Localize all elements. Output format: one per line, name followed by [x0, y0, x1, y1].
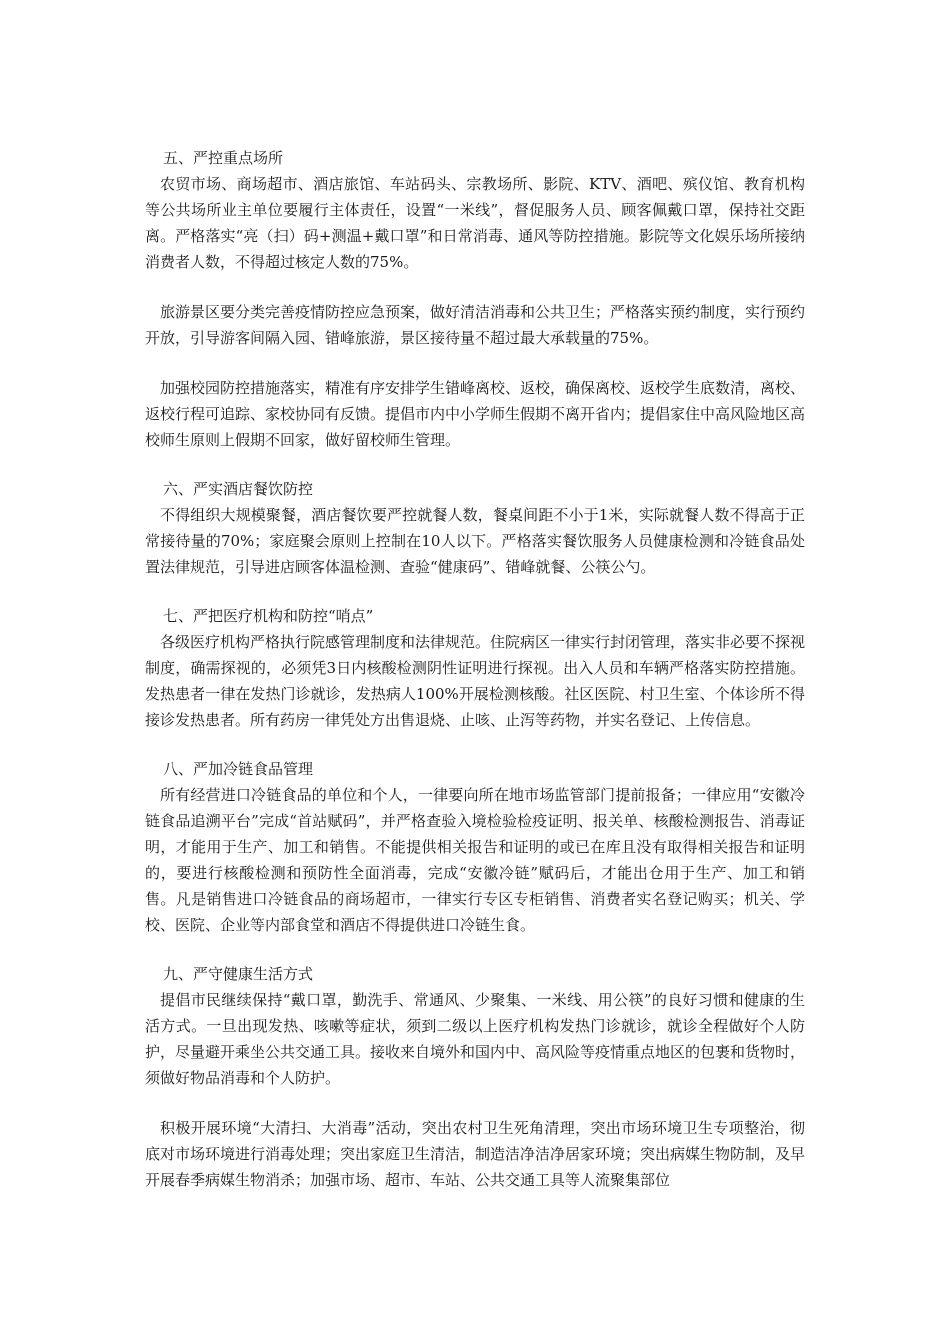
spacer: [145, 275, 805, 299]
spacer: [145, 1091, 805, 1115]
paragraph: 提倡市民继续保持“戴口罩，勤洗手、常通风、少聚集、一米线、用公筷”的良好习惯和健康的生活方式。一旦出现发热、咳嗽等症状，须到二级以上医疗机构发热门诊就诊，就诊全程做好个人防护，尽量避开乘坐公共交通工具。接收来自境外和国内中、高风险等疫情重点地区的包裹和货物时，须做好物品消毒和个人防护。: [145, 991, 806, 1087]
paragraph: 农贸市场、商场超市、酒店旅馆、车站码头、宗教场所、影院、KTV、酒吧、殡仪馆、教育机构等公共场所业主单位要履行主体责任，设置“一米线”，督促服务人员、顾客佩戴口罩，保持社交距离。严格落实“亮（扫）码+测温+戴口罩”和日常消毒、通风等防控措施。影院等文化娱乐场所接纳消费者人数，不得超过核定人数的75%。: [145, 175, 805, 271]
document-page: [145, 146, 805, 1193]
spacer: [145, 351, 805, 375]
section-heading: 六、严实酒店餐饮防控: [163, 480, 314, 498]
section-heading: 七、严把医疗机构和防控“哨点”: [163, 607, 374, 625]
spacer: [145, 580, 805, 604]
section-heading: 八、严加冷链食品管理: [163, 760, 314, 778]
spacer: [145, 733, 805, 757]
paragraph: 旅游景区要分类完善疫情防控应急预案，做好清洁消毒和公共卫生；严格落实预约制度，实行预约开放，引导游客间隔入园、错峰旅游，景区接待量不超过最大承载量的75%。: [145, 303, 806, 347]
section-heading: 九、严守健康生活方式: [163, 965, 314, 983]
spacer: [145, 938, 805, 962]
paragraph: 各级医疗机构严格执行院感管理制度和法律规范。住院病区一律实行封闭管理，落实非必要不探视制度，确需探视的，必须凭3日内核酸检测阴性证明进行探视。出入人员和车辆严格落实防控措施。发热患者一律在发热门诊就诊，发热病人100%开展检测核酸。社区医院、村卫生室、个体诊所不得接诊发热患者。所有药房一律凭处方出售退烧、止咳、止泻等药物，并实名登记、上传信息。: [145, 633, 806, 729]
paragraph: 所有经营进口冷链食品的单位和个人，一律要向所在地市场监管部门提前报备；一律应用“安徽冷链食品追溯平台”完成“首站赋码”，并严格查验入境检验检疫证明、报关单、核酸检测报告、消毒证明，才能用于生产、加工和销售。不能提供相关报告和证明的或已在库且没有取得相关报告和证明的，要进行核酸检测和预防性全面消毒，完成“安徽冷链”赋码后，才能出仓用于生产、加工和销售。凡是销售进口冷链食品的商场超市，一律实行专区专柜销售、消费者实名登记购买；机关、学校、医院、企业等内部食堂和酒店不得提供进口冷链生食。: [145, 786, 805, 934]
spacer: [145, 453, 805, 477]
paragraph: 加强校园防控措施落实，精准有序安排学生错峰离校、返校，确保离校、返校学生底数清，离校、返校行程可追踪、家校协同有反馈。提倡市内中小学师生假期不离开省内；提倡家住中高风险地区高校师生原则上假期不回家，做好留校师生管理。: [145, 379, 806, 449]
paragraph: 积极开展环境“大清扫、大消毒”活动，突出农村卫生死角清理，突出市场环境卫生专项整治，彻底对市场环境进行消毒处理；突出家庭卫生清洁，制造洁净洁净居家环境；突出病媒生物防制，及早开展春季病媒生物消杀；加强市场、超市、车站、公共交通工具等人流聚集部位: [145, 1119, 806, 1189]
paragraph: 不得组织大规模聚餐，酒店餐饮要严控就餐人数，餐桌间距不小于1米，实际就餐人数不得高于正常接待量的70%；家庭聚会原则上控制在10人以下。严格落实餐饮服务人员健康检测和冷链食品处置法律规范，引导进店顾客体温检测、查验“健康码”、错峰就餐、公筷公勺。: [145, 506, 805, 576]
section-heading: 五、严控重点场所: [163, 149, 284, 167]
